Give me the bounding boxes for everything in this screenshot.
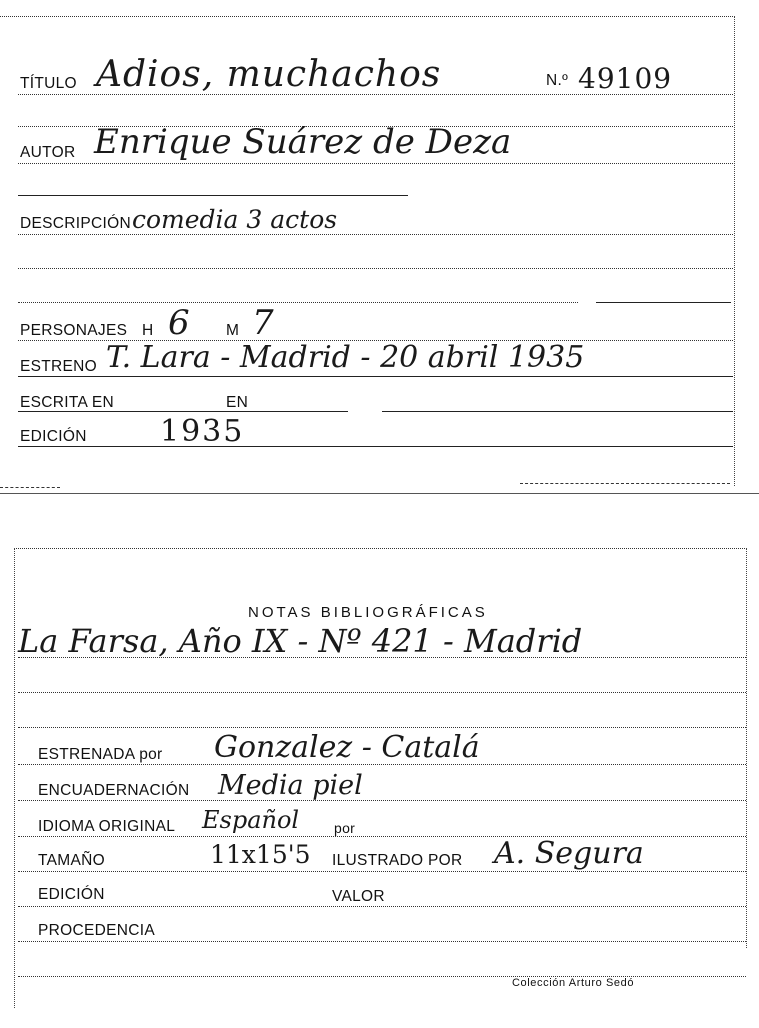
card2-blank-line-3 [18, 976, 746, 977]
idioma-label: IDIOMA ORIGINAL [38, 818, 176, 835]
card2-edicion-label: EDICIÓN [38, 886, 105, 903]
personajes-m-value: 7 [252, 303, 274, 343]
escrita-en-label: EN [226, 394, 249, 411]
encuadernacion-line [18, 800, 746, 801]
personajes-m-label: M [226, 322, 240, 339]
edicion-value: 1935 [160, 414, 245, 449]
estreno-value: T. Lara - Madrid - 20 abril 1935 [106, 340, 585, 375]
card-bottom-edge-a [0, 487, 60, 488]
estrenada-label: ESTRENADA por [38, 746, 163, 763]
escrita-line-b [382, 411, 733, 412]
ilustrado-value: A. Segura [494, 836, 644, 871]
titulo-line [18, 94, 733, 95]
titulo-label: TÍTULO [20, 75, 77, 92]
escrita-line-a [18, 411, 348, 412]
card-top-border [0, 16, 735, 17]
coleccion-footer: Colección Arturo Sedó [512, 977, 635, 989]
estrenada-value: Gonzalez - Catalá [214, 730, 480, 765]
encuadernacion-value: Media piel [218, 770, 363, 801]
personajes-label: PERSONAJES [20, 322, 128, 339]
blank-line-2 [18, 195, 408, 196]
autor-label: AUTOR [20, 144, 76, 161]
titulo-value: Adios, muchachos [96, 54, 442, 95]
autor-line [18, 163, 733, 164]
procedencia-line [18, 941, 746, 942]
valor-label: VALOR [332, 888, 385, 905]
personajes-h-label: H [142, 322, 154, 339]
estreno-line [18, 376, 733, 377]
estrenada-line [18, 764, 746, 765]
idioma-por-label: por [334, 820, 356, 836]
notas-heading: NOTAS BIBLIOGRÁFICAS [248, 604, 488, 621]
personajes-h-value: 6 [168, 303, 190, 343]
scan-divider [0, 493, 759, 494]
notas-line [18, 657, 746, 658]
card2-right-edge [746, 548, 747, 948]
descripcion-value: comedia 3 actos [132, 205, 338, 234]
tamano-value: 11x15'5 [210, 840, 311, 869]
autor-value: Enrique Suárez de Deza [94, 122, 512, 162]
notas-value: La Farsa, Año IX - Nº 421 - Madrid [18, 622, 583, 660]
descripcion-label: DESCRIPCIÓN [20, 215, 131, 232]
edicion-valor-line [18, 906, 746, 907]
edicion-line [18, 446, 733, 447]
card2-top-border [14, 548, 747, 549]
blank-line-4b [596, 302, 731, 303]
card-bottom-edge-b [520, 483, 730, 484]
numero-value: 49109 [578, 62, 673, 95]
procedencia-label: PROCEDENCIA [38, 922, 155, 939]
blank-line-3 [18, 268, 733, 269]
descripcion-line [18, 234, 733, 235]
card2-blank-line-2 [18, 727, 746, 728]
estreno-label: ESTRENO [20, 358, 98, 375]
blank-line-4 [18, 302, 578, 303]
tamano-label: TAMAÑO [38, 852, 105, 869]
idioma-value: Español [202, 806, 300, 834]
ilustrado-label: ILUSTRADO POR [332, 852, 463, 869]
numero-label: N.º [546, 72, 569, 89]
escrita-label: ESCRITA EN [20, 394, 115, 411]
tamano-line [18, 871, 746, 872]
edicion-label: EDICIÓN [20, 428, 87, 445]
card2-blank-line-1 [18, 692, 746, 693]
card-right-edge [734, 16, 735, 486]
card2-left-edge [14, 548, 15, 1008]
encuadernacion-label: ENCUADERNACIÓN [38, 782, 190, 799]
